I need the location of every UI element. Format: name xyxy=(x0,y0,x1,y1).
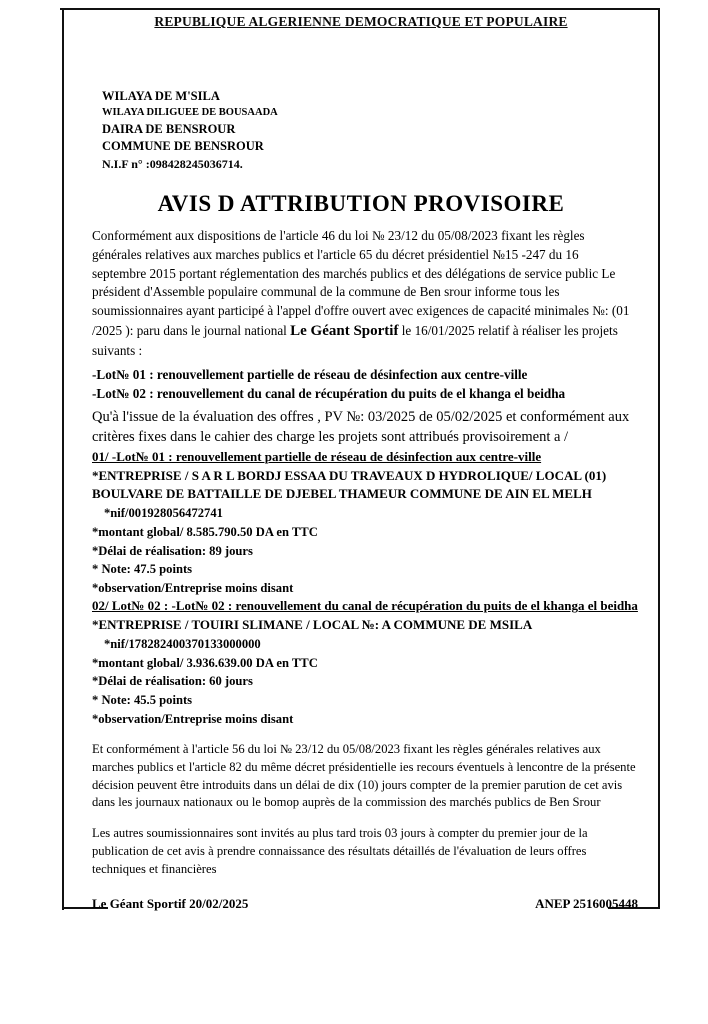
award-2-note: * Note: 45.5 points xyxy=(92,692,193,707)
evaluation-paragraph: Qu'à l'issue de la évaluation des offres , PV №: 03/2025 de 05/02/2025 et conformément aux critères fixes dans le cahier des charge les projets sont attribués provisoirement a / xyxy=(92,409,630,446)
wilaya-deleguee-line: WILAYA DILIGUEE DE BOUSAADA xyxy=(102,106,278,118)
award-2-lot-header: 02/ Lot№ 02 : -Lot№ 02 : renouvellement du canal de récupération du puits de el khanga el beidha xyxy=(92,598,638,614)
award-2-delai: *Délai de réalisation: 60 jours xyxy=(92,674,253,689)
announced-lot-1: -Lot№ 01 : renouvellement partielle de réseau de désinfection aux centre-ville xyxy=(92,366,528,382)
intro-part1: Conformément aux dispositions de l'article 46 du loi № 23/12 du 05/08/2023 fixant les règles générales relatives aux marches publics et l'article 65 du décret présidentiel №15 -247 du 16 septembre 2015 portant réglementation des marchés publics et des délégations de service public Le président d'Assemble populaire communal de la commune de Ben srour informe tous les soumissionnaires ayant participé à l'appel d'offre ouvert avec exigences de capacité minimales №: (01 /2025 ): paru dans le journal national xyxy=(92,228,630,338)
administrative-header xyxy=(102,88,644,173)
document-footer xyxy=(78,896,644,912)
award-1-lot-header: 01/ -Lot№ 01 : renouvellement partielle de réseau de désinfection aux centre-ville xyxy=(92,448,542,464)
page-border-left xyxy=(62,8,64,910)
award-1-note: * Note: 47.5 points xyxy=(92,562,193,577)
closing-paragraph-1: Et conformément à l'article 56 du loi № 23/12 du 05/08/2023 fixant les règles générales relatives aux marches publics et l'article 82 du même décret présidentielle ies recours éventuels à lencontre de la présente décision peuvent être introduits dans un délai de dix (10) jours compter de la premier parution de cet avis dans les journaux nationaux ou le bomop auprès de la commission des marchés publics de Ben Srour xyxy=(92,741,636,810)
daira-line: DAIRA DE BENSROUR xyxy=(102,121,236,136)
intro-paragraph xyxy=(92,227,632,361)
page-border-right xyxy=(658,8,660,908)
document-content xyxy=(78,8,644,891)
footer-anep-code: ANEP 2516005448 xyxy=(535,896,638,911)
announced-lot-2: -Lot№ 02 : renouvellement du canal de récupération du puits de el khanga el beidha xyxy=(92,386,566,402)
closing-paragraph-2: Les autres soumissionnaires sont invités au plus tard trois 03 jours à compter du premier jour de la publication de cet avis à prendre connaissance des résultats détaillés de l'évaluation de leurs offres techniques et financières xyxy=(92,825,588,876)
commune-line: COMMUNE DE BENSROUR xyxy=(102,139,264,154)
award-1-enterprise: *ENTREPRISE / S A R L BORDJ ESSAA DU TRAVEAUX D HYDROLIQUE/ LOCAL (01) BOULVARE DE BATTAILLE DE DJEBEL THAMEUR COMMUNE DE AIN EL MELH xyxy=(92,467,607,502)
journal-name: Le Géant Sportif xyxy=(290,322,399,339)
award-1-observation: *observation/Entreprise moins disant xyxy=(92,580,294,595)
award-1-delai: *Délai de réalisation: 89 jours xyxy=(92,543,253,558)
wilaya-line: WILAYA DE M'SILA xyxy=(102,89,220,103)
nif-line: N.I.F n° :098428245036714. xyxy=(102,157,243,172)
republic-header: REPUBLIQUE ALGERIENNE DEMOCRATIQUE ET POPULAIRE xyxy=(154,14,568,29)
award-1-nif: *nif/001928056472741 xyxy=(104,506,223,521)
footer-publication: Le Géant Sportif 20/02/2025 xyxy=(92,896,249,911)
award-2-enterprise: *ENTREPRISE / TOUIRI SLIMANE / LOCAL №: A COMMUNE DE MSILA xyxy=(92,617,533,633)
page-title: AVIS D ATTRIBUTION PROVISOIRE xyxy=(157,191,565,217)
award-2-observation: *observation/Entreprise moins disant xyxy=(92,711,294,726)
award-1-montant: *montant global/ 8.585.790.50 DA en TTC xyxy=(92,524,318,539)
award-2-montant: *montant global/ 3.936.639.00 DA en TTC xyxy=(92,655,318,670)
award-2-nif: *nif/178282400370133000000 xyxy=(104,637,261,652)
intro-part2: le 16/01/2025 relatif à réaliser les projets suivants : xyxy=(92,322,618,359)
